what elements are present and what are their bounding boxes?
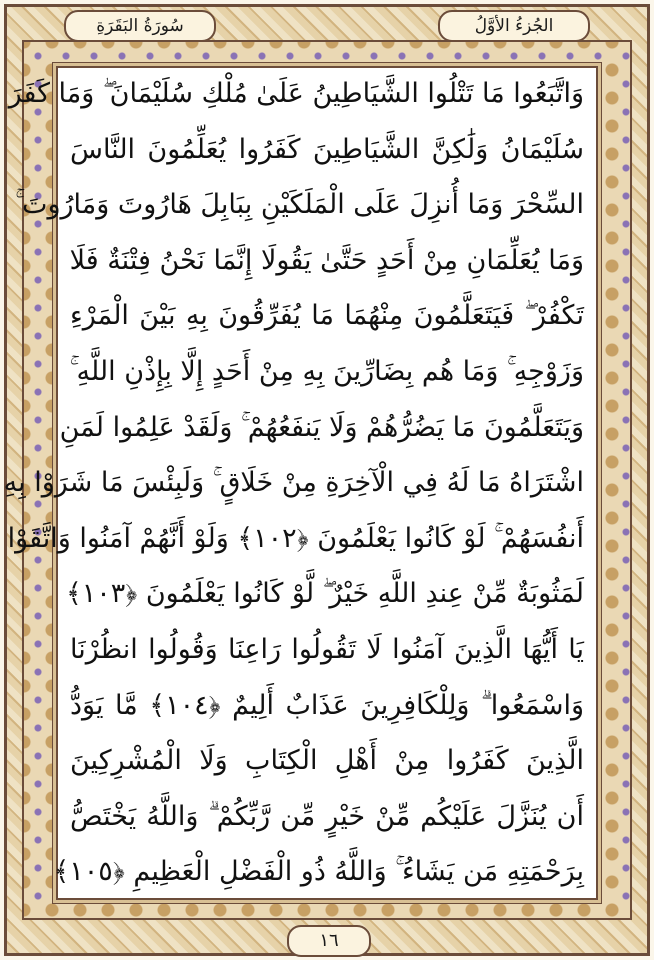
page-number: ١٦	[287, 925, 371, 957]
verse-line: وَاتَّبَعُوا مَا تَتْلُوا الشَّيَاطِينُ عَلَىٰ مُلْكِ سُلَيْمَانَ ۖ وَمَا كَفَرَ	[8, 78, 584, 109]
verse-line: سُلَيْمَانُ وَلَٰكِنَّ الشَّيَاطِينَ كَفَرُوا يُعَلِّمُونَ النَّاسَ	[70, 133, 584, 165]
verse-line: أَن يُنَزَّلَ عَلَيْكُم مِّنْ خَيْرٍ مِّن رَّبِّكُمْ ۗ وَاللَّهُ يَخْتَصُّ	[70, 800, 584, 832]
verse-line: الَّذِينَ كَفَرُوا مِنْ أَهْلِ الْكِتَابِ وَلَا الْمُشْرِكِينَ	[70, 745, 584, 777]
verse-lines	[3, 66, 584, 900]
verse-line: يَا أَيُّهَا الَّذِينَ آمَنُوا لَا تَقُولُوا رَاعِنَا وَقُولُوا انظُرْنَا	[70, 633, 584, 665]
verse-line: أَنفُسَهُمْ ۚ لَوْ كَانُوا يَعْلَمُونَ ﴿١٠٢﴾ وَلَوْ أَنَّهُمْ آمَنُوا وَاتَّقَوْا	[7, 522, 584, 554]
verse-line: تَكْفُرْ ۖ فَيَتَعَلَّمُونَ مِنْهُمَا مَا يُفَرِّقُونَ بِهِ بَيْنَ الْمَرْءِ	[70, 300, 584, 332]
verse-line: وَيَتَعَلَّمُونَ مَا يَضُرُّهُمْ وَلَا يَنفَعُهُمْ ۚ وَلَقَدْ عَلِمُوا لَمَنِ	[59, 411, 584, 443]
verse-line: وَاسْمَعُوا ۗ وَلِلْكَافِرِينَ عَذَابٌ أَلِيمٌ ﴿١٠٤﴾ مَّا يَوَدُّ	[70, 689, 584, 721]
verse-line: اشْتَرَاهُ مَا لَهُ فِي الْآخِرَةِ مِنْ خَلَاقٍ ۚ وَلَبِئْسَ مَا شَرَوْا بِهِ	[3, 467, 584, 499]
verse-line: وَزَوْجِهِ ۚ وَمَا هُم بِضَارِّينَ بِهِ مِنْ أَحَدٍ إِلَّا بِإِذْنِ اللَّهِ ۚ	[69, 355, 584, 387]
verse-line: بِرَحْمَتِهِ مَن يَشَاءُ ۚ وَاللَّهُ ذُو الْفَضْلِ الْعَظِيمِ ﴿١٠٥﴾	[53, 856, 584, 888]
verse-line: وَمَا يُعَلِّمَانِ مِنْ أَحَدٍ حَتَّىٰ يَقُولَا إِنَّمَا نَحْنُ فِتْنَةٌ فَلَا	[69, 244, 584, 276]
juz-title: الجُزءُ الأوَّلُ	[438, 10, 590, 42]
verse-line: لَمَثُوبَةٌ مِّنْ عِندِ اللَّهِ خَيْرٌ ۖ لَّوْ كَانُوا يَعْلَمُونَ ﴿١٠٣﴾	[65, 578, 584, 610]
surah-title: سُورَةُ البَقَرَةِ	[64, 10, 216, 42]
verse-line: السِّحْرَ وَمَا أُنزِلَ عَلَى الْمَلَكَيْنِ بِبَابِلَ هَارُوتَ وَمَارُوتَ ۚ	[15, 189, 584, 221]
